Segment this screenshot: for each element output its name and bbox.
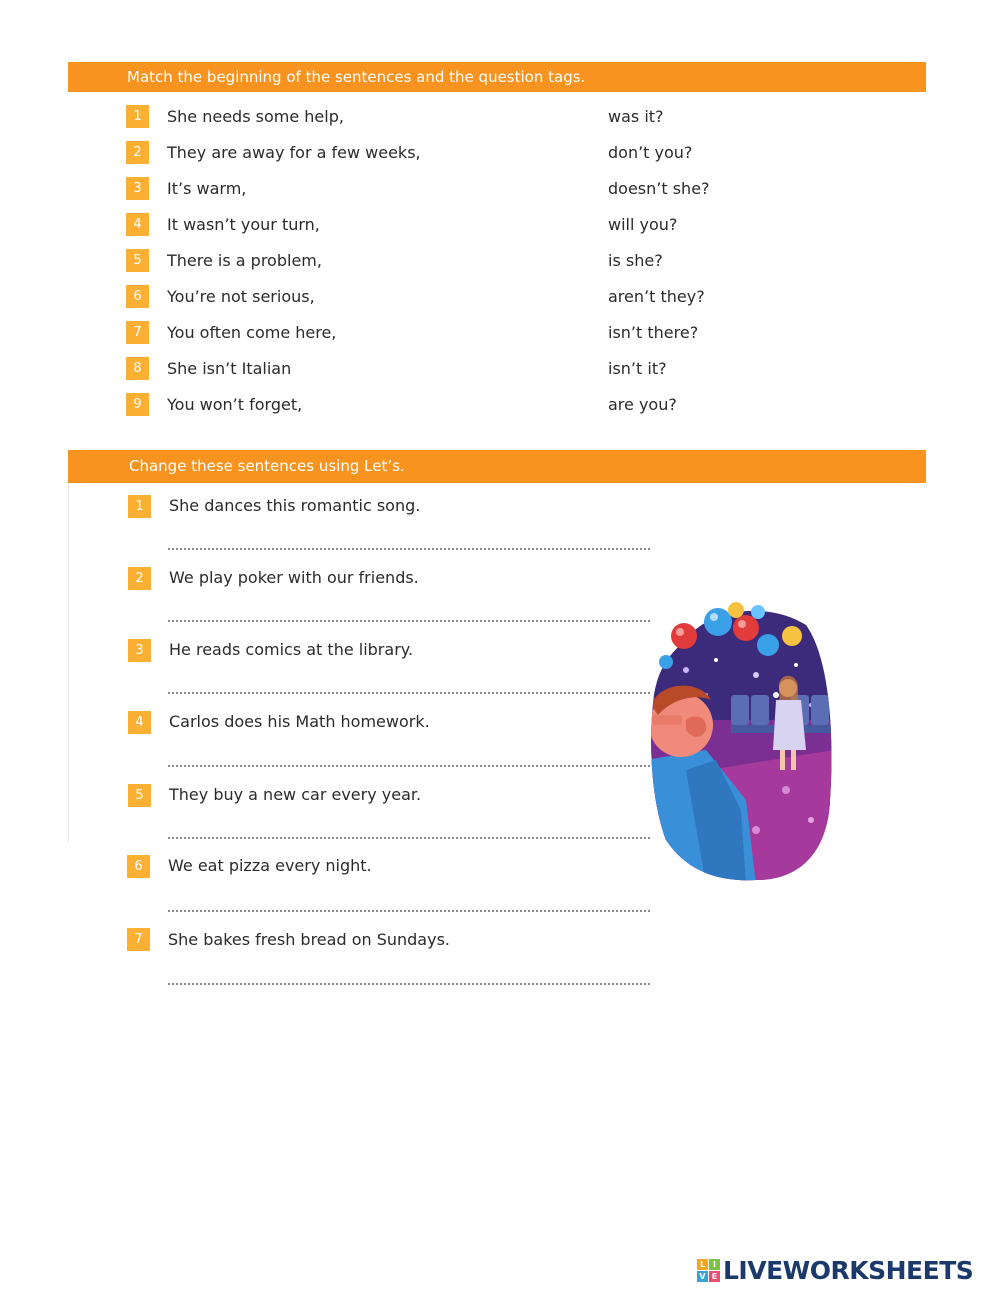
item-number: 7 [127,928,150,951]
question-tag[interactable]: aren’t they? [608,287,705,306]
logo-text: LIVEWORKSHEETS [723,1255,974,1285]
item-number: 7 [126,321,149,344]
item-number: 2 [126,141,149,164]
question-tag[interactable]: isn’t there? [608,323,699,342]
item-number: 9 [126,393,149,416]
question-tag[interactable]: doesn’t she? [608,179,710,198]
logo-block: I [709,1259,720,1270]
item-number: 4 [126,213,149,236]
liveworksheets-logo [697,1255,973,1285]
sentence-stem: They are away for a few weeks, [167,143,421,162]
section2-instruction-banner: Change these sentences using Let’s. [68,450,926,483]
item-number: 8 [126,357,149,380]
sentence-stem: You often come here, [167,323,337,342]
question-tag[interactable]: was it? [608,107,664,126]
logo-blocks-icon [697,1259,720,1282]
answer-line[interactable] [168,837,650,839]
question-tag[interactable]: are you? [608,395,677,414]
answer-line[interactable] [168,983,650,985]
item-number: 2 [128,567,151,590]
sentence: She bakes fresh bread on Sundays. [168,930,450,949]
sentence-stem: There is a problem, [167,251,322,270]
question-tag[interactable]: is she? [608,251,663,270]
item-number: 5 [128,784,151,807]
sentence-stem: She isn’t Italian [167,359,292,378]
answer-line[interactable] [168,765,650,767]
logo-block: E [709,1271,720,1282]
answer-line[interactable] [168,692,650,694]
sentence: Carlos does his Math homework. [169,712,430,731]
sentence-stem: It wasn’t your turn, [167,215,320,234]
question-tag[interactable]: don’t you? [608,143,693,162]
sentence: She dances this romantic song. [169,496,421,515]
answer-line[interactable] [168,620,650,622]
answer-line[interactable] [168,910,650,912]
item-number: 3 [126,177,149,200]
sentence: We eat pizza every night. [168,856,372,875]
item-number: 5 [126,249,149,272]
sentence-stem: You’re not serious, [167,287,315,306]
sentence: He reads comics at the library. [169,640,414,659]
question-tag[interactable]: isn’t it? [608,359,667,378]
item-number: 6 [127,855,150,878]
sentence-stem: You won’t forget, [167,395,303,414]
party-illustration [646,600,834,885]
sentence-stem: She needs some help, [167,107,344,126]
item-number: 1 [128,495,151,518]
item-number: 4 [128,711,151,734]
sentence: They buy a new car every year. [169,785,422,804]
item-number: 1 [126,105,149,128]
section1-instruction-banner: Match the beginning of the sentences and the question tags. [68,62,926,92]
logo-block: V [697,1271,708,1282]
sentence-stem: It’s warm, [167,179,247,198]
answer-line[interactable] [168,548,650,550]
section2-left-rule [68,483,69,843]
question-tag[interactable]: will you? [608,215,678,234]
sentence: We play poker with our friends. [169,568,419,587]
item-number: 3 [128,639,151,662]
item-number: 6 [126,285,149,308]
logo-block: L [697,1259,708,1270]
